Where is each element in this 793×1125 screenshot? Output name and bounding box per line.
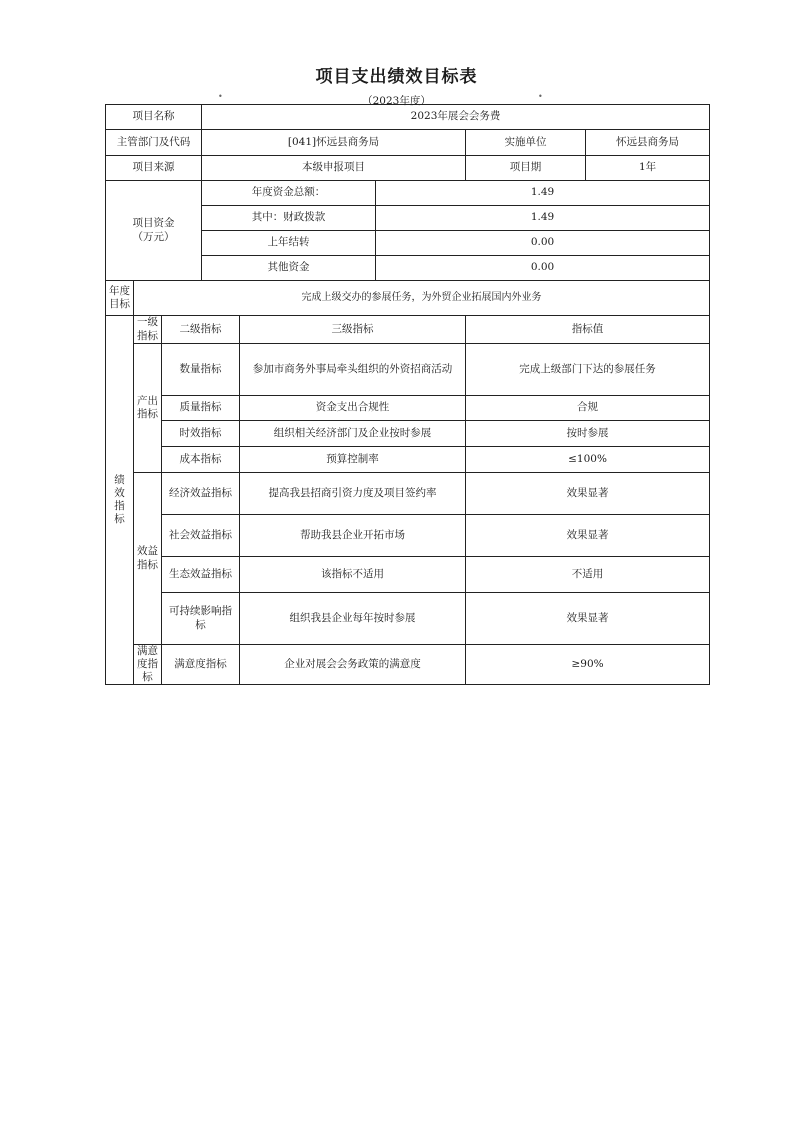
value-cell: 按时参展 bbox=[466, 421, 710, 447]
fund-fiscal-value: 1.49 bbox=[376, 206, 710, 231]
fund-carryover-label: 上年结转 bbox=[202, 231, 376, 256]
value-cell: 完成上级部门下达的参展任务 bbox=[466, 344, 710, 396]
fund-carryover-value: 0.00 bbox=[376, 231, 710, 256]
table-row bbox=[106, 557, 710, 593]
period-value: 1年 bbox=[586, 156, 710, 181]
table-row bbox=[106, 105, 710, 130]
performance-target-table bbox=[105, 104, 710, 685]
perf-indicator-label: 绩 效 指 标 bbox=[106, 316, 134, 685]
table-row bbox=[106, 473, 710, 515]
table-row bbox=[106, 396, 710, 421]
dept-label: 主管部门及代码 bbox=[106, 130, 202, 156]
benefit-indicator-label: 效益 指标 bbox=[134, 473, 162, 645]
satisfaction-indicator-label: 满意 度指 标 bbox=[134, 645, 162, 685]
level2-cell: 质量指标 bbox=[162, 396, 240, 421]
scan-mark: • bbox=[538, 92, 543, 101]
output-indicator-label: 产出 指标 bbox=[134, 344, 162, 473]
annual-goal-label: 年度 目标 bbox=[106, 281, 134, 316]
table-row bbox=[106, 447, 710, 473]
value-cell: 效果显著 bbox=[466, 515, 710, 557]
level2-cell: 数量指标 bbox=[162, 344, 240, 396]
table-row bbox=[106, 181, 710, 206]
level2-cell: 成本指标 bbox=[162, 447, 240, 473]
table-row bbox=[106, 281, 710, 316]
table-row bbox=[106, 421, 710, 447]
impl-unit-value: 怀远县商务局 bbox=[586, 130, 710, 156]
fund-other-value: 0.00 bbox=[376, 256, 710, 281]
level3-cell: 企业对展会会务政策的满意度 bbox=[240, 645, 466, 685]
source-label: 项目来源 bbox=[106, 156, 202, 181]
impl-unit-label: 实施单位 bbox=[466, 130, 586, 156]
funds-label: 项目资金 （万元） bbox=[106, 181, 202, 281]
table-row bbox=[106, 316, 710, 344]
level2-cell: 可持续影响指标 bbox=[162, 593, 240, 645]
level3-cell: 资金支出合规性 bbox=[240, 396, 466, 421]
level2-cell: 生态效益指标 bbox=[162, 557, 240, 593]
value-cell: ≤100% bbox=[466, 447, 710, 473]
level3-cell: 提高我县招商引资力度及项目签约率 bbox=[240, 473, 466, 515]
table-row bbox=[106, 593, 710, 645]
fiscal-year: （2023年度） bbox=[362, 95, 431, 107]
fund-total-label: 年度资金总额： bbox=[202, 181, 376, 206]
level2-cell: 满意度指标 bbox=[162, 645, 240, 685]
annual-goal-value: 完成上级交办的参展任务，为外贸企业拓展国内外业务 bbox=[134, 281, 710, 316]
value-cell: 合规 bbox=[466, 396, 710, 421]
value-cell: 效果显著 bbox=[466, 473, 710, 515]
level3-cell: 组织相关经济部门及企业按时参展 bbox=[240, 421, 466, 447]
level3-cell: 参加市商务外事局牵头组织的外资招商活动 bbox=[240, 344, 466, 396]
project-name-value: 2023年展会会务费 bbox=[202, 105, 710, 130]
level3-cell: 该指标不适用 bbox=[240, 557, 466, 593]
value-cell: ≥90% bbox=[466, 645, 710, 685]
period-label: 项目期 bbox=[466, 156, 586, 181]
header-value: 指标值 bbox=[466, 316, 710, 344]
table-row bbox=[106, 344, 710, 396]
table-row bbox=[106, 130, 710, 156]
level2-cell: 社会效益指标 bbox=[162, 515, 240, 557]
header-level3: 三级指标 bbox=[240, 316, 466, 344]
source-value: 本级申报项目 bbox=[202, 156, 466, 181]
scan-mark: • bbox=[218, 92, 223, 101]
fund-other-label: 其他资金 bbox=[202, 256, 376, 281]
page-title: 项目支出绩效目标表 bbox=[315, 67, 478, 87]
fund-fiscal-label: 其中：财政拨款 bbox=[202, 206, 376, 231]
table-row bbox=[106, 156, 710, 181]
level3-cell: 帮助我县企业开拓市场 bbox=[240, 515, 466, 557]
table-row bbox=[106, 645, 710, 685]
value-cell: 不适用 bbox=[466, 557, 710, 593]
dept-value: [041]怀远县商务局 bbox=[202, 130, 466, 156]
level3-cell: 预算控制率 bbox=[240, 447, 466, 473]
header-level1: 一级 指标 bbox=[134, 316, 162, 344]
level3-cell: 组织我县企业每年按时参展 bbox=[240, 593, 466, 645]
value-cell: 效果显著 bbox=[466, 593, 710, 645]
level2-cell: 时效指标 bbox=[162, 421, 240, 447]
fund-total-value: 1.49 bbox=[376, 181, 710, 206]
table-row bbox=[106, 515, 710, 557]
project-name-label: 项目名称 bbox=[106, 105, 202, 130]
level2-cell: 经济效益指标 bbox=[162, 473, 240, 515]
header-level2: 二级指标 bbox=[162, 316, 240, 344]
